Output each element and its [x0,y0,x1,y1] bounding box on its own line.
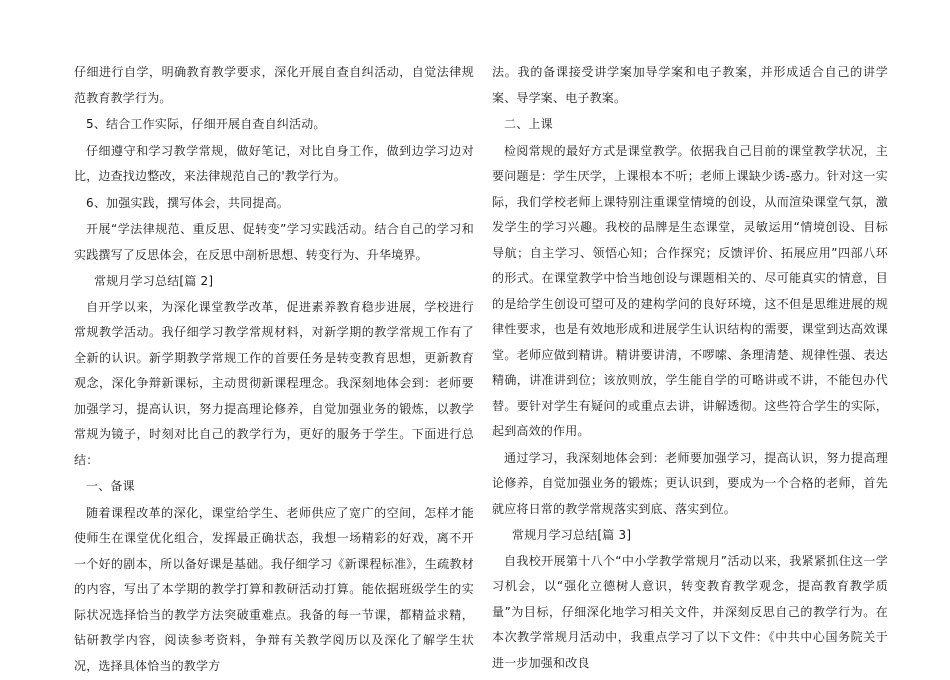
paragraph: 自我校开展第十八个“中小学教学常规月”活动以来，我紧紧抓住这一学习机会，以“强化立德树人意识，转变教育教学观念，提高教育教学质量”为目标，仔细深化地学习相关文件，并深刻反思自己的教学行为。在本次教学常规月活动中，我重点学习了以下文件：《中共中心国务院关于进一步加强和改良 [492,553,888,670]
paragraph: 随着课程改革的深化，课堂给学生、老师供应了宽广的空间，怎样才能使师生在课堂优化组合，发挥最正确状态，我想一场精彩的好戏，离不开一个好的剧本，所以备好课是基础。我仔细学习《新课程标准》，生疏教材的内容，写出了本学期的教学打算和教研活动打算。能依据班级学生的实际状况选择恰当的教学方法突破重难点。我备的每一节课，都精益求精，钻研教学内容，阅读参考资料，争辩有关教学阅历以及深化了解学生状况，选择具体恰当的教学方 [74,505,474,673]
numbered-heading: 5、结合工作实际，仔细开展自查自纠活动。 [86,117,326,131]
paragraph: 检阅常规的最好方式是课堂教学。依据我自己目前的课堂教学状况，主要问题是：学生厌学，上课根本不听；老师上课缺少诱-惑力。针对这一实际，我们学校老师上课特别注重课堂情境的创设，从而渲染课堂气氛，激发学生的学习兴趣。我校的品牌是生态课堂，灵敏运用“情境创设、目标导航；自主学习、领悟心知；合作探究；反馈评价、拓展应用”四部八环的形式。在课堂教学中恰当地创设与课题相关的、尽可能真实的情意，目的是给学生创设可望可及的建构学问的良好环境，这不但是思维进展的规律性要求，也是有效地形成和进展学生认识结构的需要，课堂到达高效课堂。老师应做到精讲。精讲要讲清，不啰嗦、条理清楚、规律性强、表达精确，讲准讲到位；该放则放，学生能自学的可略讲或不讲，不能包办代替。要针对学生有疑问的或重点去讲，讲解透彻。这些符合学生的实际，起到高效的作用。 [492,143,888,438]
paragraph: 自开学以来，为深化课堂教学改革，促进素养教育稳步进展，学校进行常规教学活动。我仔细学习教学常规材料，对新学期的教学常规工作有了全新的认识。新学期教学常规工作的首要任务是转变教育思想，更新教育观念，深化争辩新课标，主动贯彻新课程理念。我深刻地体会到：老师要加强学习，提高认识，努力提高理论修养，自觉加强业务的锻炼，以教学常规为镜子，时刻对比自己的教学行为，更好的服务于学生。下面进行总结： [74,299,474,467]
right-column [492,60,888,677]
paragraph: 仔细遵守和学习教学常规，做好笔记，对比自身工作，做到边学习边对比，边查找边整改，来法律规范自己的'教学行为。 [74,143,474,183]
paragraph: 开展“学法律规范、重反思、促转变”学习实践活动。结合自己的学习和实践撰写了反思体会，在反思中剖析思想、转变行为、升华境界。 [74,222,474,262]
section-title: 常规月学习总结[篇 2] [94,274,214,288]
section-title: 常规月学习总结[篇 3] [512,528,632,542]
left-column [74,60,474,680]
paragraph: 仔细进行自学，明确教育教学要求，深化开展自查自纠活动，自觉法律规范教育教学行为。 [74,65,474,105]
section-heading: 一、备课 [86,479,135,493]
numbered-heading: 6、加强实践，撰写体会，共同提高。 [86,195,290,210]
paragraph: 法。我的备课接受讲学案加导学案和电子教案，并形成适合自己的讲学案、导学案、电子教案。 [492,65,888,105]
section-heading: 二、上课 [504,117,553,131]
paragraph: 通过学习，我深刻地体会到：老师要加强学习，提高认识，努力提高理论修养，自觉加强业务的锻炼；更认识到，要成为一个合格的老师，首先就应将日常的教学常规落实到底、落实到位。 [492,450,888,516]
